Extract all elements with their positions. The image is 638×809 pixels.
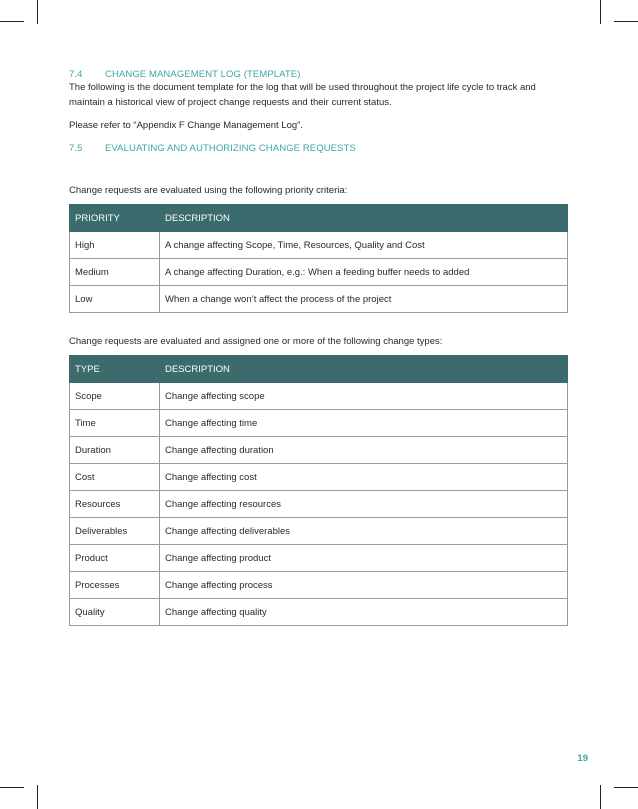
priority-intro: Change requests are evaluated using the following priority criteria: <box>69 185 348 196</box>
section-7-4-heading <box>69 69 301 80</box>
crop-mark <box>0 787 24 788</box>
description-cell: Change affecting time <box>160 410 568 437</box>
table-header-row <box>70 356 568 383</box>
table-row <box>70 410 568 437</box>
description-cell: Change affecting scope <box>160 383 568 410</box>
type-cell: Resources <box>70 491 160 518</box>
page-number: 19 <box>577 753 588 764</box>
section-title: EVALUATING AND AUTHORIZING CHANGE REQUESTS <box>105 143 356 154</box>
table-row <box>70 545 568 572</box>
description-cell: Change affecting resources <box>160 491 568 518</box>
description-cell: Change affecting deliverables <box>160 518 568 545</box>
table-row <box>70 572 568 599</box>
change-type-table <box>69 355 568 626</box>
table-row <box>70 491 568 518</box>
table-row <box>70 437 568 464</box>
crop-mark <box>0 21 24 22</box>
description-cell: Change affecting product <box>160 545 568 572</box>
section-number: 7.4 <box>69 69 83 80</box>
crop-mark <box>37 785 38 809</box>
table-row <box>70 259 568 286</box>
description-cell: Change affecting quality <box>160 599 568 626</box>
column-header: PRIORITY <box>70 205 160 232</box>
section-title: CHANGE MANAGEMENT LOG (TEMPLATE) <box>105 69 301 80</box>
crop-mark <box>614 21 638 22</box>
crop-mark <box>614 787 638 788</box>
crop-mark <box>37 0 38 24</box>
type-cell: Processes <box>70 572 160 599</box>
priority-cell: Medium <box>70 259 160 286</box>
crop-mark <box>600 785 601 809</box>
type-cell: Scope <box>70 383 160 410</box>
priority-cell: High <box>70 232 160 259</box>
table-row <box>70 599 568 626</box>
column-header: TYPE <box>70 356 160 383</box>
type-cell: Cost <box>70 464 160 491</box>
column-header: DESCRIPTION <box>160 356 568 383</box>
description-cell: A change affecting Scope, Time, Resources, Quality and Cost <box>160 232 568 259</box>
type-cell: Duration <box>70 437 160 464</box>
type-cell: Product <box>70 545 160 572</box>
type-cell: Quality <box>70 599 160 626</box>
section-number: 7.5 <box>69 143 83 154</box>
table-row <box>70 383 568 410</box>
description-cell: Change affecting process <box>160 572 568 599</box>
description-cell: A change affecting Duration, e.g.: When a feeding buffer needs to added <box>160 259 568 286</box>
table-row <box>70 286 568 313</box>
description-cell: Change affecting duration <box>160 437 568 464</box>
type-intro: Change requests are evaluated and assigned one or more of the following change types: <box>69 336 443 347</box>
table-header-row <box>70 205 568 232</box>
table-row <box>70 464 568 491</box>
section-7-4-paragraph: The following is the document template for the log that will be used throughout the project life cycle to track and maintain a historical view of project change requests and their current status. <box>69 82 536 108</box>
section-7-5-heading <box>69 143 356 154</box>
column-header: DESCRIPTION <box>160 205 568 232</box>
description-cell: Change affecting cost <box>160 464 568 491</box>
type-cell: Time <box>70 410 160 437</box>
crop-mark <box>600 0 601 24</box>
table-row <box>70 518 568 545</box>
appendix-reference: Please refer to “Appendix F Change Management Log”. <box>69 120 303 131</box>
description-cell: When a change won’t affect the process of the project <box>160 286 568 313</box>
priority-cell: Low <box>70 286 160 313</box>
priority-table <box>69 204 568 313</box>
type-cell: Deliverables <box>70 518 160 545</box>
table-row <box>70 232 568 259</box>
